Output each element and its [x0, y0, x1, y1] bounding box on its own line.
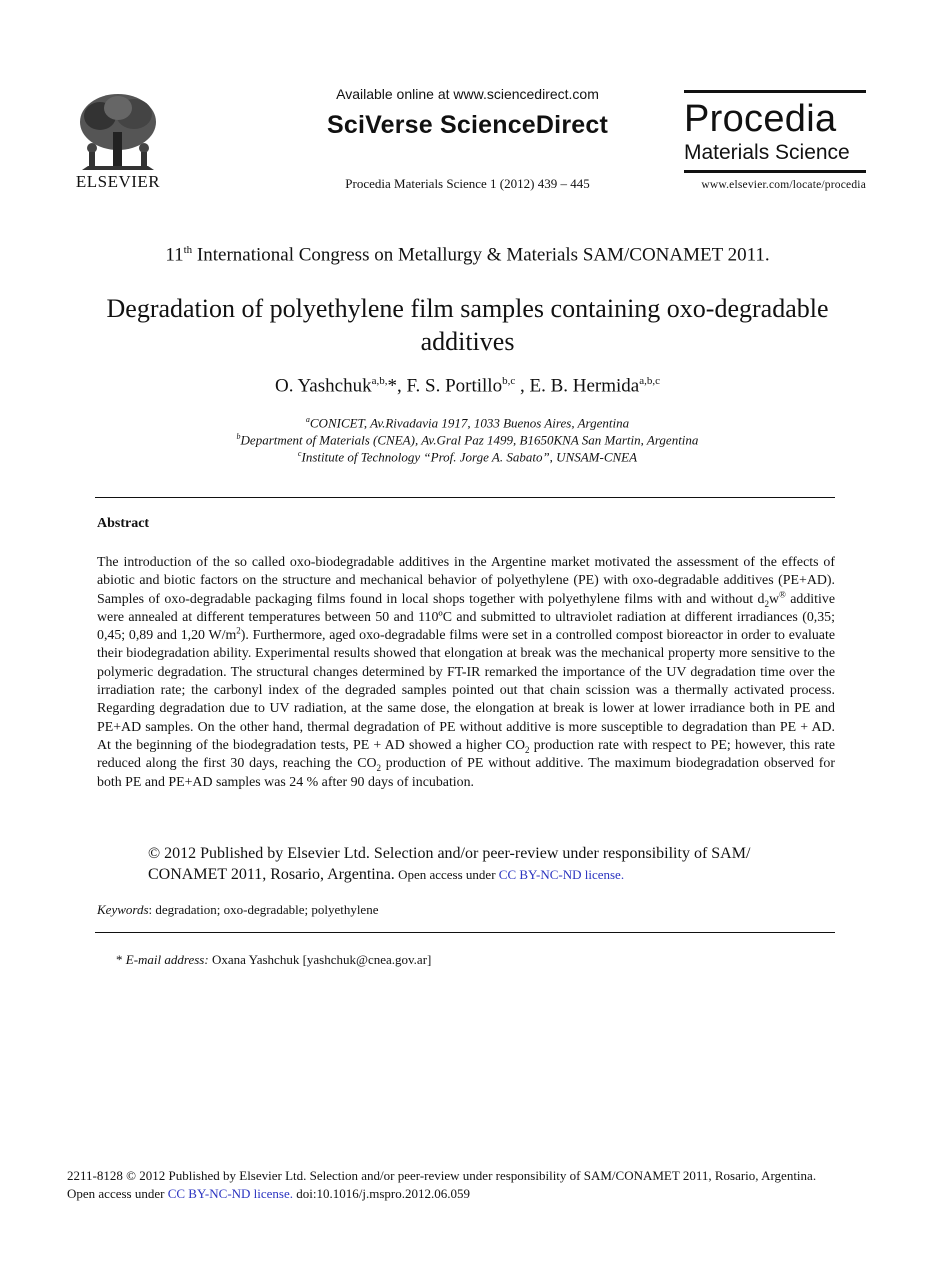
author-name: O. Yashchuk	[274, 375, 372, 397]
paper-title: Degradation of polyethylene film samples containing oxo-degradable additives	[106, 294, 829, 356]
footer-license-link[interactable]: CC BY-NC-ND license.	[167, 1186, 294, 1201]
affiliation-c: $^c$Institute of Technology “Prof. Jorge A. Sabato”, UNSAM-CNEA	[297, 449, 638, 465]
available-online-text: Available online at www.sciencedirect.com	[336, 86, 599, 102]
affiliation-a: $^a$CONICET, Av.Rivadavia 1917, 1033 Buenos Aires, Argentina	[305, 415, 630, 431]
journal-url[interactable]: www.elsevier.com/locate/procedia	[701, 179, 866, 191]
publisher-wordmark: ELSEVIER	[75, 172, 161, 191]
abstract-body: The introduction of the so called oxo-biodegradable additives in the Argentine market motivated the assessment of the effects of abiotic and biotic factors on the structure and mechanical behavior of polyethylene (PE) with oxo-degradable additives (PE+AD). Samples of oxo-degradable packaging films found in local shops together with polyethylene films with and without $d_2w®$ additive were annealed at different temperatures between 50 and 110ºC and submitted to ultraviolet radiation at different irradiances (0,35; 0,45; 0,89 and 1,20 $W/m^2$). Furthermore, aged oxo-degradable films were set in a controlled compost bioreactor in order to evaluate their biodegradation ability. Experimental results showed that elongation at break was the mechanical property more sensitive to the polymeric degradation. The structural changes determined by FT-IR remarked the importance of the UV degradation time over the irradiation rate; the carbonyl index of the degraded samples pointed out that chain scission was a thermally activated process. Regarding degradation due to UV radiation, at the same dose, the elongation at break is lower at lower irradiance both in PE and PE+AD samples. On the other hand, thermal degradation of PE without additive is more susceptible to degradation than PE + AD. At the beginning of the biodegradation tests, PE + AD showed a higher $CO_2$ production rate with respect to PE; however, this rate reduced along the first 30 days, reaching the $CO_2$ production of PE without additive. The maximum biodegradation observed for both PE and PE+AD samples was 24 % after 90 days of incubation.	[97, 555, 836, 790]
abstract-heading: Abstract	[97, 516, 150, 531]
author-name: E. B. Hermida	[529, 375, 640, 397]
correspondence-email: * E-mail address: Oxana Yashchuk [yashchuk@cnea.gov.ar]	[116, 952, 432, 967]
divider-top	[95, 497, 835, 498]
congress-line: 11th International Congress on Metallurgy & Materials SAM/CONAMET 2011.	[165, 244, 770, 266]
logo-rule-top	[684, 90, 866, 93]
journal-citation: Procedia Materials Science 1 (2012) 439 – 445	[345, 176, 590, 191]
keywords-line: Keywords: degradation; oxo-degradable; polyethylene	[97, 902, 379, 917]
logo-rule-bottom	[684, 170, 866, 173]
journal-name: Procedia	[684, 98, 837, 140]
author-list: O. Yashchuk$^{a,b,}$*, F. S. Portillo$^{b,c}$ , E. B. Hermida$^{a,b,c}$	[274, 375, 661, 397]
author-name: F. S. Portillo	[406, 375, 503, 397]
footer-license: Open access under CC BY-NC-ND license. doi:10.1016/j.mspro.2012.06.059	[67, 1186, 470, 1201]
copyright-notice: © 2012 Published by Elsevier Ltd. Selection and/or peer-review under responsibility of SAM/ CONAMET 2011, Rosario, Argentina. Open access under CC BY-NC-ND license.	[148, 845, 751, 883]
divider-bottom	[95, 932, 835, 933]
journal-logo	[684, 90, 866, 191]
platform-logo-text: SciVerse ScienceDirect	[327, 111, 608, 139]
doi: doi:10.1016/j.mspro.2012.06.059	[293, 1186, 470, 1201]
affiliation-b: $^b$Department of Materials (CNEA), Av.Gral Paz 1499, B1650KNA San Martin, Argentina	[236, 432, 699, 448]
journal-subtitle: Materials Science	[684, 141, 850, 164]
footer-copyright: 2211-8128 © 2012 Published by Elsevier Ltd. Selection and/or peer-review under responsibility of SAM/CONAMET 2011, Rosario, Argentina.	[67, 1168, 817, 1183]
license-link[interactable]: CC BY-NC-ND license.	[498, 867, 625, 882]
